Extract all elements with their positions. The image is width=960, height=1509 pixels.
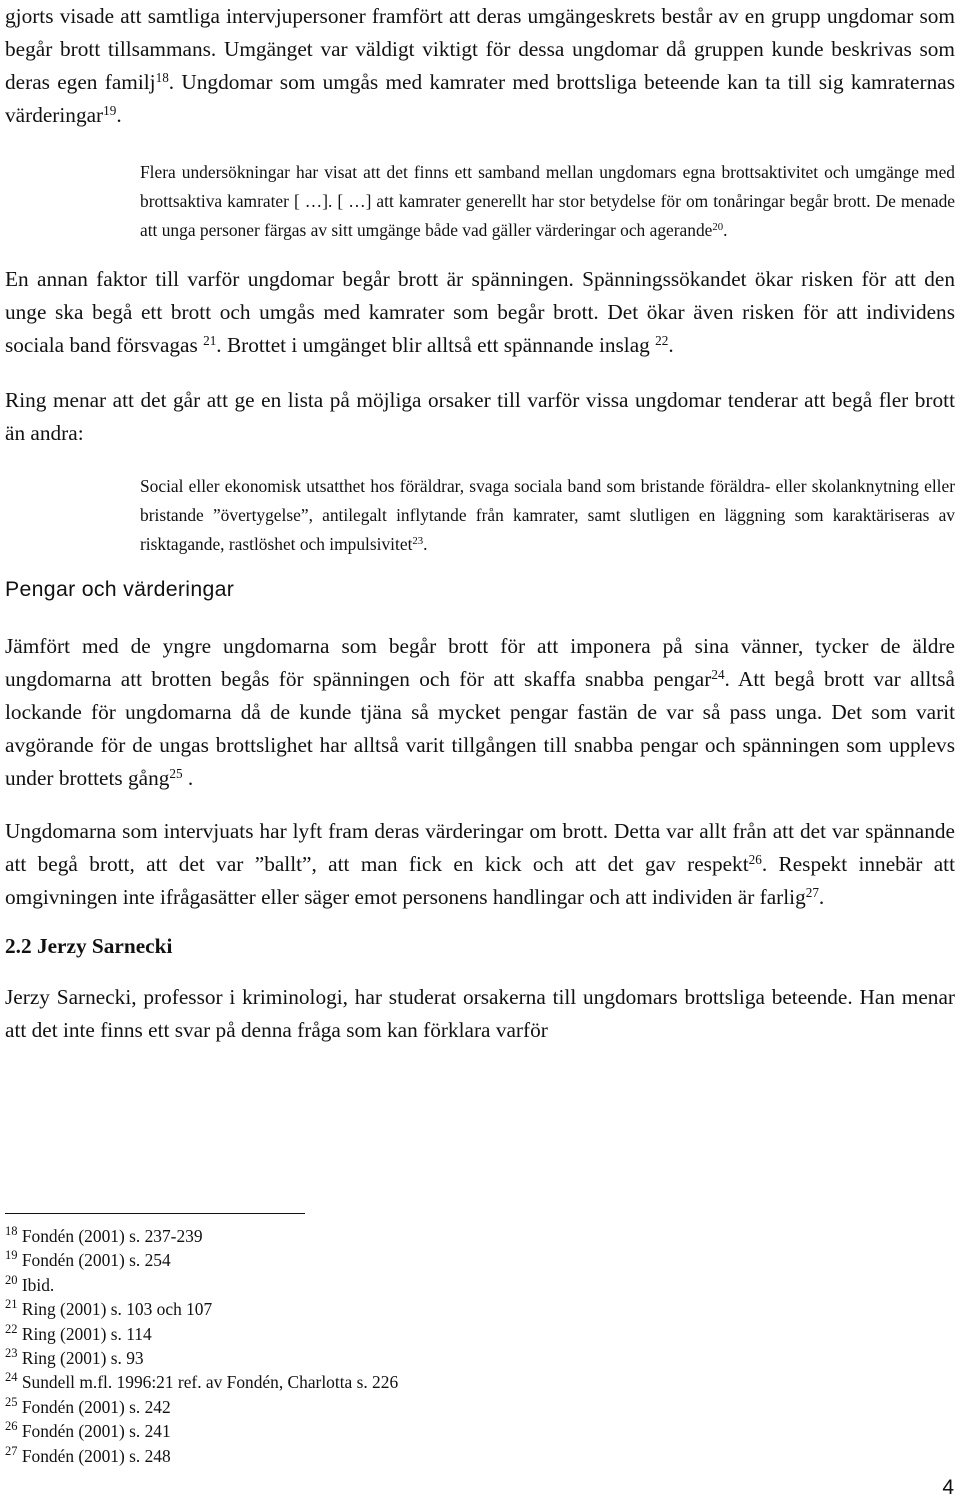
footnote-number: 22 <box>5 1321 18 1336</box>
footnote-ref: 24 <box>711 666 725 682</box>
footnote-text: Fondén (2001) s. 237-239 <box>21 1226 203 1246</box>
paragraph-text: . Att begå brott var alltså lockande för ungdomarna då de kunde tjäna så mycket pengar fastän de var så pass unga. Det som varit avgörande för de ungas brottslighet har alltså varit tillgången till snabba pengar och spänningen som upplevs under brottets gång <box>5 667 956 790</box>
page-number: 4 <box>942 1476 954 1499</box>
paragraph-4 <box>5 630 955 795</box>
quote-text: . <box>723 220 728 241</box>
quote-text: Social eller ekonomisk utsatthet hos föräldrar, svaga sociala band som bristande föräldra- eller skolanknytning eller bristande ”övertygelse”, antilegalt inflytande från kamrater, samt slutligen en läggning som karaktäriseras av risktagande, rastlöshet och impulsivitet <box>140 476 955 555</box>
footnote-ref: 27 <box>805 884 819 900</box>
paragraph-text: . <box>818 885 825 909</box>
footnote <box>5 1395 398 1419</box>
footnote-text: Fondén (2001) s. 248 <box>21 1445 171 1466</box>
quote-text: . <box>423 534 428 555</box>
block-quote-2 <box>140 472 955 560</box>
footnote-number: 27 <box>5 1443 18 1458</box>
footnote <box>5 1273 398 1297</box>
document-page <box>5 0 955 1047</box>
section-heading: 2.2 Jerzy Sarnecki <box>5 934 173 958</box>
paragraph-text: Jämfört med de yngre ungdomarna som begår brott för att imponera på sina vänner, tycker de äldre ungdomarna att brotten begås för spänningen och för att skaffa snabba pengar <box>5 634 955 691</box>
footnote-text: Ibid. <box>21 1274 55 1295</box>
quote-text: Flera undersökningar har visat att det finns ett samband mellan ungdomars egna brottsaktivitet och umgänge med brottsaktiva kamrater [ …]. [ …] att kamrater generellt har stor betydelse för om tonåringar begår brott. De menade att unga personer färgas av sitt umgänge både vad gäller värderingar och agerande <box>140 162 955 241</box>
paragraph-text: . Brottet i umgänget blir alltså ett spännande inslag <box>216 333 656 357</box>
footnote-text: Ring (2001) s. 114 <box>21 1323 152 1344</box>
footnote-number: 24 <box>5 1370 18 1385</box>
paragraph-text: . <box>668 333 674 357</box>
footnote-ref: 22 <box>655 332 669 348</box>
footnote-ref: 25 <box>169 765 183 781</box>
footnote-number: 26 <box>5 1419 18 1434</box>
footnote <box>5 1322 398 1346</box>
footnote <box>5 1370 398 1394</box>
footnote-separator <box>5 1213 305 1214</box>
footnote-text: Fondén (2001) s. 254 <box>21 1250 171 1271</box>
footnote-ref: 21 <box>203 332 217 348</box>
footnote-number: 18 <box>5 1224 18 1239</box>
footnote-number: 21 <box>5 1297 18 1312</box>
footnote-ref: 18 <box>155 69 169 85</box>
footnote-text: Fondén (2001) s. 242 <box>21 1396 171 1417</box>
footnote <box>5 1444 398 1468</box>
footnote-text: Sundell m.fl. 1996:21 ref. av Fondén, Charlotta s. 226 <box>21 1372 399 1393</box>
footnote-ref: 19 <box>103 102 117 118</box>
paragraph-text: gjorts visade att samtliga intervjupersoner framfört att deras umgängeskrets består av en grupp ungdomar som begår brott tillsammans. Umgänget var väldigt viktigt för dessa ungdomar då gruppen kunde beskrivas som deras egen familj <box>5 4 955 94</box>
footnote <box>5 1224 398 1248</box>
paragraph-2 <box>5 263 955 362</box>
footnote <box>5 1248 398 1272</box>
paragraph-3 <box>5 384 955 450</box>
paragraph-text: Jerzy Sarnecki, professor i kriminologi, har studerat orsakerna till ungdomars brottsliga beteende. Han menar att det inte finns ett svar på denna fråga som kan förklara varför <box>5 985 955 1042</box>
paragraph-text: Ring menar att det går att ge en lista på möjliga orsaker till varför vissa ungdomar tenderar att begå fler brott än andra: <box>5 388 955 445</box>
footnote <box>5 1297 398 1321</box>
footnote <box>5 1419 398 1443</box>
section-heading: Pengar och värderingar <box>5 577 235 601</box>
paragraph-text: . Ungdomar som umgås med kamrater med brottsliga beteende kan ta till sig kamraternas värderingar <box>5 70 955 127</box>
footnote-number: 19 <box>5 1248 18 1263</box>
footnote-ref: 23 <box>412 535 424 548</box>
paragraph-5 <box>5 815 955 914</box>
footnote-ref: 26 <box>748 851 762 867</box>
footnote <box>5 1346 398 1370</box>
paragraph-6 <box>5 981 955 1047</box>
footnote-number: 23 <box>5 1346 18 1361</box>
footnote-ref: 20 <box>712 221 724 234</box>
paragraph-1 <box>5 0 955 132</box>
footnote-text: Fondén (2001) s. 241 <box>21 1421 171 1442</box>
paragraph-text: . <box>182 766 194 790</box>
footnote-number: 20 <box>5 1272 18 1287</box>
footnote-text: Ring (2001) s. 93 <box>21 1348 144 1369</box>
paragraph-text: . <box>116 103 122 127</box>
block-quote-1 <box>140 158 955 246</box>
footnote-number: 25 <box>5 1394 18 1409</box>
footnotes <box>5 1224 398 1468</box>
paragraph-text: . Respekt innebär att omgivningen inte ifrågasätter eller säger emot personens handlingar och att individen är farlig <box>5 852 955 909</box>
paragraph-text: En annan faktor till varför ungdomar begår brott är spänningen. Spänningssökandet ökar risken för att den unge ska begå ett brott och umgås med kamrater som begår brott. Det ökar även risken för att individens sociala band försvagas <box>5 267 955 357</box>
footnote-text: Ring (2001) s. 103 och 107 <box>21 1299 213 1320</box>
paragraph-text: Ungdomarna som intervjuats har lyft fram deras värderingar om brott. Detta var allt från att det var spännande att begå brott, att det var ”ballt”, att man fick en kick och att det gav respekt <box>5 819 955 876</box>
